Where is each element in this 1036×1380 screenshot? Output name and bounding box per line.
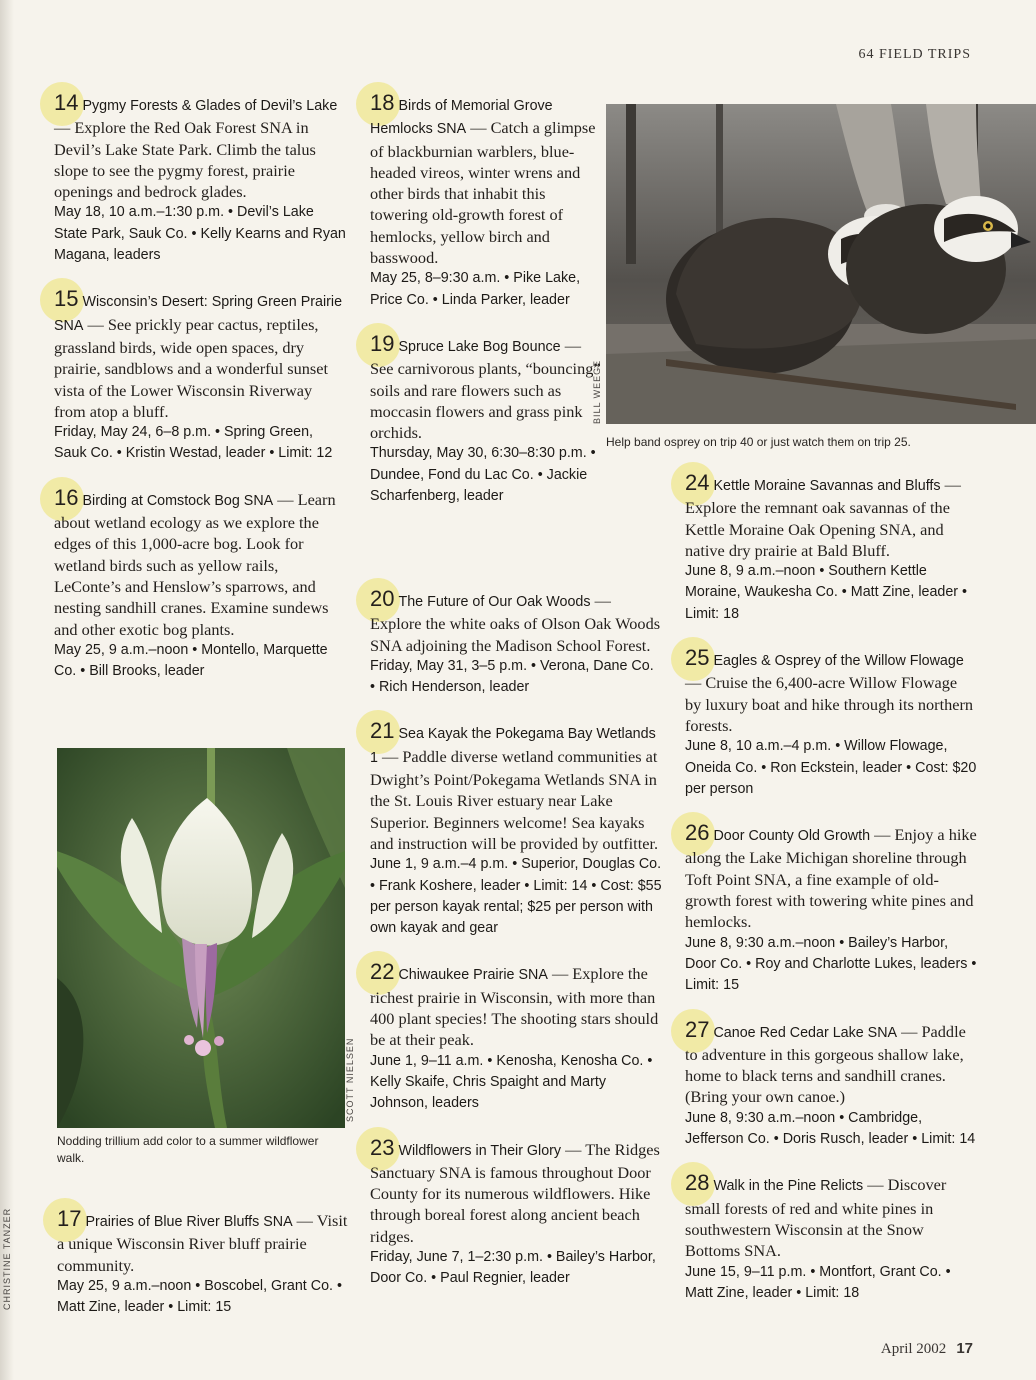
trip-details: June 8, 9:30 a.m.–noon • Cambridge, Jefferson Co. • Doris Rusch, leader • Limit: 14 bbox=[685, 1109, 976, 1148]
trip-22 bbox=[370, 961, 662, 1114]
trip-number: 26 bbox=[685, 820, 710, 846]
trip-20 bbox=[370, 588, 662, 698]
trip-description: — See prickly pear cactus, reptiles, grassland birds, wide open spaces, dry prairie, sandblows and a wonderful sunset vista of the Lower Wisconsin Riverway from atop a bluff. bbox=[54, 314, 328, 421]
trip-details: June 1, 9 a.m.–4 p.m. • Superior, Douglas Co. • Frank Koshere, leader • Limit: 14 • Cost: $55 per person kayak rental; $25 per person with own kayak and gear bbox=[370, 856, 662, 937]
page-spine-shadow bbox=[0, 0, 14, 1380]
trip-25 bbox=[685, 647, 977, 800]
trip-number: 15 bbox=[54, 286, 79, 312]
trip-description: — Enjoy a hike along the Lake Michigan shoreline through Toft Point SNA, a fine example of old-growth forest with towering white pines and hemlocks. bbox=[685, 825, 977, 932]
trip-description: — Learn about wetland ecology as we explore the edges of this 1,000-acre bog. Look for wetland birds such as yellow rails, LeConte’s and Henslow’s sparrows, and nesting sandhill cranes. Examine sundews and other exotic bog plants. bbox=[54, 489, 336, 639]
trip-number: 18 bbox=[370, 90, 395, 115]
trip-14 bbox=[54, 92, 346, 266]
trip-title: Wisconsin’s Desert: Spring Green Prairie SNA bbox=[54, 294, 343, 334]
trip-description: — Cruise the 6,400-acre Willow Flowage by luxury boat and hike through its northern forests. bbox=[685, 673, 974, 735]
trip-details: June 1, 9–11 a.m. • Kenosha, Kenosha Co. • Kelly Skaife, Chris Spaight and Marty Johnson, leaders bbox=[370, 1052, 653, 1112]
trip-details: May 25, 9 a.m.–noon • Montello, Marquette Co. • Bill Brooks, leader bbox=[54, 641, 328, 680]
trillium-photo-credit: SCOTT NIELSEN bbox=[345, 1037, 355, 1122]
trillium-photo-caption: Nodding trillium add color to a summer wildflower walk. bbox=[57, 1134, 319, 1165]
column-2-top bbox=[370, 92, 602, 529]
trip-details: May 25, 9 a.m.–noon • Boscobel, Grant Co. • Matt Zine, leader • Limit: 15 bbox=[57, 1277, 342, 1316]
trip-17 bbox=[57, 1208, 349, 1318]
trip-title: Prairies of Blue River Bluffs SNA bbox=[85, 1214, 293, 1230]
trip-details: May 18, 10 a.m.–1:30 p.m. • Devil’s Lake State Park, Sauk Co. • Kelly Kearns and Ryan Magana, leaders bbox=[54, 204, 346, 264]
trip-number: 28 bbox=[685, 1170, 710, 1196]
trip-description: — The Ridges Sanctuary SNA is famous throughout Door County for its numerous wildflowers. Hike through boreal forest along ancient beach ridges. bbox=[370, 1139, 660, 1246]
trip-details: Friday, May 31, 3–5 p.m. • Verona, Dane Co. • Rich Henderson, leader bbox=[370, 657, 654, 696]
trip-title: Pygmy Forests & Glades of Devil’s Lake bbox=[82, 98, 338, 114]
trip-description: — See carnivorous plants, “bouncing” soils and rare flowers such as moccasin flowers and grass pink orchids. bbox=[370, 335, 601, 443]
trip-description: — Explore the Red Oak Forest SNA in Devil’s Lake State Park. Climb the talus slope to see the pygmy forest, prairie openings and bedrock glades. bbox=[54, 118, 316, 202]
trip-description: — Explore the remnant oak savannas of the Kettle Moraine Oak Opening SNA, and native dry prairie at Bald Bluff. bbox=[685, 475, 961, 560]
trip-number: 16 bbox=[54, 484, 79, 510]
section-header: 64 FIELD TRIPS bbox=[858, 47, 971, 62]
trip-title: Door County Old Growth bbox=[713, 828, 871, 845]
column-1-bottom bbox=[57, 1208, 349, 1340]
trip-27 bbox=[685, 1016, 977, 1151]
trillium-photo bbox=[57, 748, 345, 1128]
trip-21 bbox=[370, 720, 662, 939]
trip-description: — Visit a unique Wisconsin River bluff prairie community. bbox=[57, 1211, 348, 1275]
trip-details: Friday, June 7, 1–2:30 p.m. • Bailey’s Harbor, Door Co. • Paul Regnier, leader bbox=[370, 1249, 656, 1287]
trip-description: — Paddle diverse wetland communities at Dwight’s Point/Pokegama Wetlands SNA in the St. Louis River estuary near Lake Superior. Beginners welcome! Sea kayaks and instruction will be provided by outfitter. bbox=[370, 746, 659, 853]
trip-16 bbox=[54, 484, 346, 683]
trip-number: 14 bbox=[54, 90, 79, 115]
trip-details: June 8, 9:30 a.m.–noon • Bailey’s Harbor, Door Co. • Roy and Charlotte Lukes, leaders • Limit: 15 bbox=[685, 934, 977, 994]
osprey-illustration bbox=[606, 104, 1036, 424]
trip-description: — Explore the richest prairie in Wisconsin, with more than 400 plant species! The shooting stars should be at their peak. bbox=[370, 964, 659, 1050]
trip-title: Sea Kayak the Pokegama Bay Wetlands 1 bbox=[370, 726, 656, 766]
trip-title: Wildflowers in Their Glory bbox=[398, 1142, 562, 1159]
trip-number: 17 bbox=[57, 1206, 82, 1231]
trip-description: — Paddle to adventure in this gorgeous shallow lake, home to black terns and sandhill cranes. (Bring your own canoe.) bbox=[685, 1021, 966, 1107]
trip-19 bbox=[370, 330, 602, 507]
trip-description: — Discover small forests of red and white pines in southwestern Wisconsin at the Snow Bottoms SNA. bbox=[685, 1175, 947, 1261]
page-number: 17 bbox=[956, 1340, 973, 1357]
trip-number: 19 bbox=[370, 330, 395, 356]
trip-title: Birding at Comstock Bog SNA bbox=[82, 492, 274, 509]
trip-number: 22 bbox=[370, 959, 395, 985]
trip-26 bbox=[685, 822, 977, 996]
issue-date: April 2002 bbox=[880, 1341, 947, 1357]
trip-details: June 15, 9–11 p.m. • Montfort, Grant Co. • Matt Zine, leader • Limit: 18 bbox=[685, 1263, 951, 1301]
trip-24 bbox=[685, 472, 977, 625]
trip-number: 25 bbox=[685, 645, 710, 671]
trip-title: Spruce Lake Bog Bounce bbox=[398, 338, 561, 355]
trip-number: 27 bbox=[685, 1016, 710, 1042]
trip-28 bbox=[685, 1172, 977, 1304]
trip-title: Canoe Red Cedar Lake SNA bbox=[713, 1024, 898, 1041]
page-footer bbox=[881, 1340, 973, 1358]
trip-details: June 8, 9 a.m.–noon • Southern Kettle Moraine, Waukesha Co. • Matt Zine, leader • Limit: 18 bbox=[685, 563, 968, 622]
side-photo-credit: CHRISTINE TANZER bbox=[2, 1207, 12, 1310]
osprey-photo-caption: Help band osprey on trip 40 or just watch them on trip 25. bbox=[606, 435, 911, 449]
column-1 bbox=[54, 92, 346, 704]
trillium-illustration bbox=[57, 748, 345, 1128]
column-3 bbox=[685, 472, 977, 1326]
osprey-photo bbox=[606, 104, 1036, 424]
trip-18 bbox=[370, 92, 602, 311]
trip-title: Birds of Memorial Grove Hemlocks SNA bbox=[370, 98, 553, 138]
trip-details: May 25, 8–9:30 a.m. • Pike Lake, Price Co. • Linda Parker, leader bbox=[370, 270, 581, 308]
trip-number: 21 bbox=[370, 718, 395, 744]
trip-title: Chiwaukee Prairie SNA bbox=[398, 967, 548, 984]
osprey-photo-credit: BILL WEEGE bbox=[592, 359, 602, 424]
trip-number: 23 bbox=[370, 1134, 395, 1160]
trip-title: The Future of Our Oak Woods bbox=[398, 594, 591, 610]
trip-details: Friday, May 24, 6–8 p.m. • Spring Green, Sauk Co. • Kristin Westad, leader • Limit: 12 bbox=[54, 424, 333, 462]
trip-title: Walk in the Pine Relicts bbox=[713, 1178, 864, 1195]
trip-details: Thursday, May 30, 6:30–8:30 p.m. • Dundee, Fond du Lac Co. • Jackie Scharfenberg, leader bbox=[370, 445, 596, 505]
trip-details: June 8, 10 a.m.–4 p.m. • Willow Flowage, Oneida Co. • Ron Eckstein, leader • Cost: $20 per person bbox=[685, 738, 977, 797]
trip-number: 24 bbox=[685, 470, 710, 495]
column-2-bottom bbox=[370, 588, 662, 1312]
trip-number: 20 bbox=[370, 586, 395, 611]
trip-description: — Explore the white oaks of Olson Oak Woods SNA adjoining the Madison School Forest. bbox=[370, 591, 661, 655]
trip-23 bbox=[370, 1134, 662, 1290]
trip-title: Eagles & Osprey of the Willow Flowage bbox=[713, 653, 964, 670]
trip-15 bbox=[54, 288, 346, 464]
trip-description: — Catch a glimpse of blackburnian warblers, blue-headed vireos, winter wrens and other birds that inhabit this towering old-growth forest of hemlocks, yellow birch and basswood. bbox=[370, 118, 596, 268]
trip-title: Kettle Moraine Savannas and Bluffs bbox=[713, 478, 941, 494]
